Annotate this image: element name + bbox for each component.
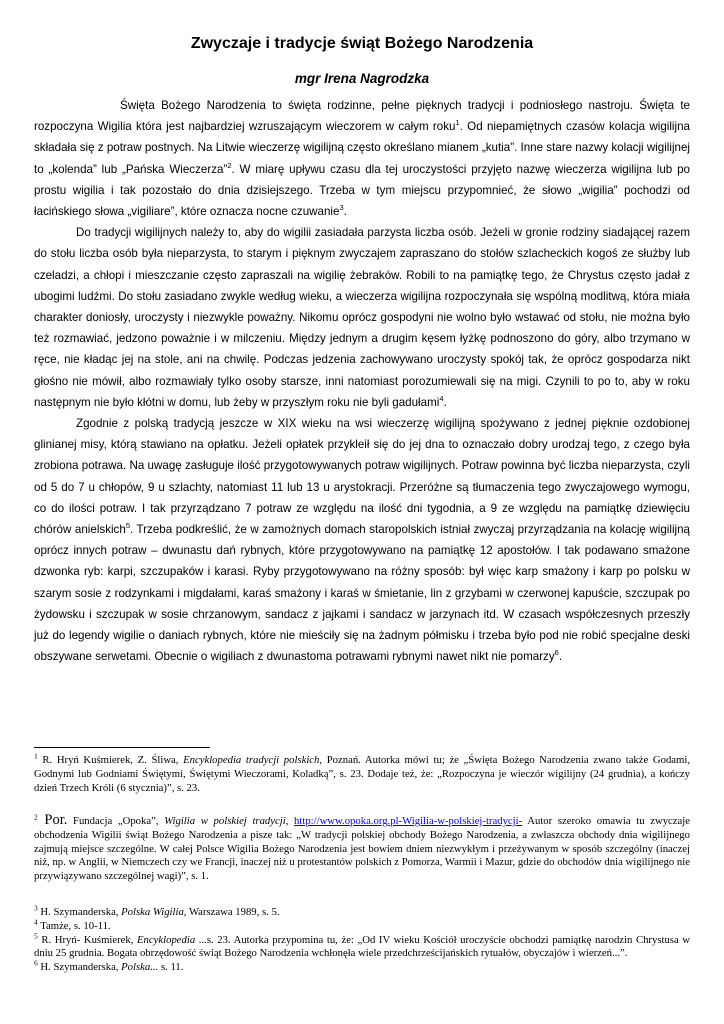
footnote-6-book-title: Polska... (121, 961, 159, 974)
paragraph-1-text-d: . (343, 205, 347, 219)
footnote-ref-3: 3 (339, 203, 344, 213)
document-body (34, 95, 690, 667)
footnote-2-text-c: Autor szeroko omawia tu zwyczaje obchodzenia Wigilii świąt Bożego Narodzenia a pisze tak: „W tradycji polskiej obchody Bożego Narodzenia, a zwłaszcza obchody dnia wigilijnego zajmują miejsce szczególne. W całej Polsce Wigilia Bożego Narodzenia jest bowiem dniem niezwykłym i przeżywanym w sposób szczególny (inaczej niż, np. w Anglii, w Niemczech czy we Francji, inaczej niż u protestantów polskich z Pomorza, Warmii i Mazur, gdzie do obchodów dnia wigilijnego nie przywiązywano szczególnej wagi)”, s. 1. (34, 815, 690, 883)
footnote-1-number: 1 (34, 751, 38, 761)
paragraph-1-text-c: . W miarę upływu czasu dla tej uroczystości przyjęto nazwę wieczerza wigilijna lub po prostu wigilia i tak pozostało do dnia dzisiejszego. Trzeba w tym miejscu przypomnieć, że słowo „wigilia” pochodzi od łacińskiego słowa „vigiliare”, które oznacza nocne czuwanie (34, 162, 690, 219)
footnote-4 (34, 917, 690, 934)
footnote-2-link[interactable]: http://www.opoka.org.pl-Wigilia-w-polskiej-tradycji- (294, 815, 523, 827)
footnote-6-text-b: s. 11. (158, 961, 184, 974)
footnote-3-text-a: H. Szymanderska, (37, 906, 122, 918)
footnote-1-text-b: Poznań. Autorka mówi tu; że „Święta Bożego Narodzenia zwano także Godami, Godnymi lub Godniami Świętymi, Świętymi Wieczorami, Koladką”, s. 23. Dodaje też, że: „Rozpoczyna je wieczór wigilijny (24 grudnia), a kończy dzień Trzech Króli (6 stycznia)”, s. 23. (34, 754, 691, 794)
footnote-ref-4: 4 (439, 393, 444, 403)
footnote-3-number: 3 (34, 903, 38, 913)
footnote-2-book-title: Wigilia w polskiej tradycji (164, 815, 286, 827)
footnote-5-text-a: R. Hryń- Kuśmierek, (37, 933, 138, 946)
footnote-5-number: 5 (34, 931, 38, 941)
footnote-ref-5: 5 (125, 521, 130, 531)
paragraph-1-text-a: Święta Bożego Narodzenia to święta rodzinne, pełne pięknych tradycji i podniosłego nastroju. Święta te rozpoczyna Wigilia która jest najbardziej wzruszającym wieczorem w całym roku (34, 99, 690, 134)
paragraph-3-text-a: Zgodnie z polską tradycją jeszcze w XIX wieku na wsi wieczerzę wigilijną spożywano z jednej pięknie ozdobionej glinianej misy, którą stawiano na opłatku. Jeżeli opłatek przykleił się do jej dna to oznaczało dobry urodzaj tego, z czego była zrobiona potrawa. Na uwagę zasługuje ilość przygotowywanych potraw wigilijnych. Potraw powinna być liczba nieparzysta, czyli od 5 do 7 u chłopów, 9 u szlachty, natomiast 11 lub 13 u arystokracji. Przeróżne są tłumaczenia tego zwyczajowego wymogu, co do ilości potraw. I tak przyrządzano 7 potraw ze względu na ilość dni tygodnia, a 9 ze względu na pamiątkę dziewięciu chórów anielskich (34, 417, 690, 537)
footnote-5-book-title: Encyklopedia (137, 933, 196, 946)
footnote-1 (34, 751, 691, 795)
footnote-1-text-a: R. Hryń Kuśmierek, Z. Śliwa, (37, 754, 184, 766)
footnote-5-text-b: ...s. 23. Autorka przypomina tu, że: „Od IV wieku Kościół uroczyście obchodzi pamiątkę narodzin Chrystusa w dniu 25 grudnia. Bogata obrzędowość świąt Bożego Narodzenia wchłonęła wiele przedchrześcijańskich rytuałów, obyczajów i wierzeń...”. (34, 933, 691, 960)
footnote-4-text-a: Tamże, s. 10-11. (37, 919, 111, 932)
paragraph-1-text-b: . Od niepamiętnych czasów kolacja wigilijna składała się z potraw postnych. Na Litwie wieczerzę wigilijną często określano mianem „kutia”. Inne stare nazwy kolacji wigilijnej to „kolenda” lub „Pańska Wieczerza” (34, 120, 690, 176)
footnote-2-text-a: Fundacja „Opoka”, (67, 815, 165, 827)
footnote-3 (34, 903, 690, 920)
paragraph-2-text-a: Do tradycji wigilijnych należy to, aby do wigilii zasiadała parzysta liczba osób. Jeżeli w gronie rodziny siadającej razem do stołu liczba osób była nieparzysta, to starym i pięknym zwyczajem zapraszano do stołów szlacheckich kogoś ze służby lub czeladzi, a chłopi i mieszczanie często zapraszali na wigilię żebraków. Robili to na pamiątkę tego, że Chrystus często jadał z ubogimi ludźmi. Do stołu zasiadano zwykle według wieku, a wieczerza wigilijna rozpoczynała się wspólną modlitwą, która miała charakter doniosły, uroczysty i niezwykle poważny. Nikomu oprócz gospodyni nie wolno było wstawać od stołu, nie można było też rozmawiać, jedzono poważnie i w milczeniu. Między jednym a drugim kęsem łyżkę podnoszono do góry, albo trzymano w ręce, nie kładąc jej na stole, ani na chwilę. Podczas jedzenia zachowywano uroczysty spokój tak, że oprócz gospodarza nikt głośno nie mówił, albo rozmawiały tylko osoby starsze, inni natomiast porozumiewali się na migi. Czynili to po to, aby w roku następnym nie było kłótni w domu, lub żeby w przyszłym roku nie byli gadułami (34, 226, 690, 409)
paragraph-3-text-c: . (558, 650, 563, 664)
footnote-ref-1: 1 (455, 118, 460, 128)
footnote-5 (34, 931, 691, 962)
footnotes-3-6 (34, 903, 691, 975)
footnote-6 (34, 958, 690, 975)
footnote-6-text-a: H. Szymanderska, (37, 961, 122, 974)
paragraph-2 (34, 222, 690, 413)
document-author: mgr Irena Nagrodzka (294, 71, 430, 86)
footnote-2-text-b: , (285, 815, 295, 827)
paragraph-3 (34, 413, 690, 667)
footnote-6-number: 6 (34, 958, 38, 968)
footnote-ref-2: 2 (227, 160, 232, 170)
paragraph-2-text-b: . (443, 395, 447, 409)
document-title: Zwyczaje i tradycje świąt Bożego Narodzenia (190, 35, 534, 52)
footnote-separator (34, 747, 210, 748)
footnote-2-number: 2 (34, 812, 38, 822)
footnote-2 (34, 814, 690, 884)
footnote-2-por: Por. (37, 812, 68, 828)
footnote-3-book-title: Polska Wigilia (121, 906, 184, 918)
footnote-3-text-b: , Warszawa 1989, s. 5. (183, 906, 280, 918)
footnote-1-book-title: Encyklopedia tradycji polskich, (183, 754, 323, 766)
footnote-ref-6: 6 (554, 648, 559, 658)
footnote-4-number: 4 (34, 917, 38, 927)
paragraph-3-text-b: . Trzeba podkreślić, że w zamożnych domach staropolskich istniał zwyczaj przyrządzania na kolację wigilijną oprócz innych potraw – dwunastu dań rybnych, które przygotowywano na pamiątkę 12 apostołów. I tak podawano smażone dzwonka ryb: karpi, szczupaków i karasi. Ryby przygotowywano na różny sposób: był więc karp smażony i karp po polsku w szarym sosie z rodzynkami i migdałami, karaś smażony i karaś w śmietanie, lin z grzybami w czerwonej kapuście, szczupak po żydowsku i szczupak w sosie chrzanowym, sandacz z jajkami i sandacz w jarzynach itd. W czasach współczesnych przeszły już do legendy wigilie o daniach rybnych, które nie mieściły się na żadnym półmisku i trzeba było pod nie robić specjalne deski obszywane serwetami. Obecnie o wigiliach z dwunastoma potrawami rybnymi nawet nikt nie pomarzy (34, 523, 690, 664)
paragraph-1 (34, 95, 690, 222)
